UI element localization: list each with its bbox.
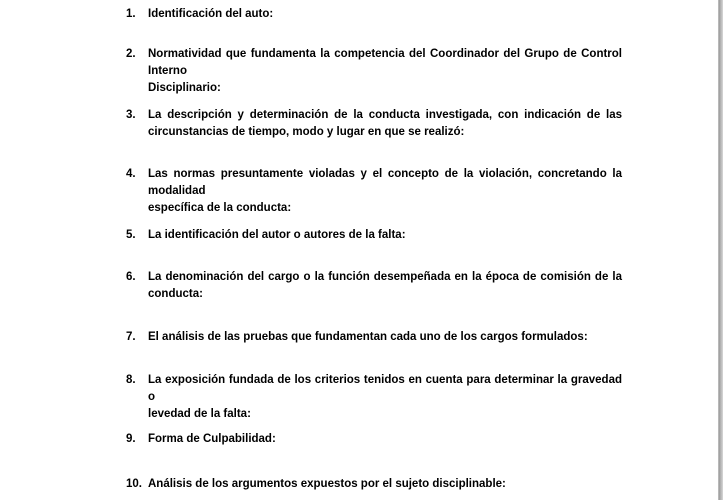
page-edge-shadow bbox=[719, 0, 723, 500]
item-text-line-2: levedad de la falta: bbox=[148, 408, 251, 420]
item-text-line-1: Análisis de los argumentos expuestos por el sujeto disciplinable: bbox=[148, 478, 506, 490]
item-text bbox=[148, 107, 622, 141]
item-text bbox=[148, 431, 622, 448]
item-text-line-1: La exposición fundada de los criterios tenidos en cuenta para determinar la gravedad o bbox=[148, 374, 622, 403]
list-item-10 bbox=[126, 476, 622, 493]
item-text-line-1: Forma de Culpabilidad: bbox=[148, 433, 276, 445]
list-item-7 bbox=[126, 329, 622, 346]
item-number: 7. bbox=[126, 331, 136, 343]
item-text-line-2: circunstancias de tiempo, modo y lugar en que se realizó: bbox=[148, 126, 465, 138]
item-text bbox=[148, 372, 622, 423]
item-number: 3. bbox=[126, 109, 136, 121]
item-number: 9. bbox=[126, 433, 136, 445]
list-item-8 bbox=[126, 372, 622, 423]
item-text bbox=[148, 476, 622, 493]
list-item-3 bbox=[126, 107, 622, 141]
item-text bbox=[148, 46, 622, 97]
item-text-line-1: Identificación del auto: bbox=[148, 8, 274, 20]
item-text bbox=[148, 6, 622, 23]
item-text-line-1: El análisis de las pruebas que fundamentan cada uno de los cargos formulados: bbox=[148, 331, 588, 343]
item-text bbox=[148, 269, 622, 303]
item-text bbox=[148, 166, 622, 217]
item-text-line-1: La descripción y determinación de la conducta investigada, con indicación de las bbox=[148, 109, 622, 121]
item-number: 2. bbox=[126, 48, 136, 60]
item-text-line-1: La denominación del cargo o la función desempeñada en la época de comisión de la bbox=[148, 271, 622, 283]
item-number: 6. bbox=[126, 271, 136, 283]
item-text-line-1: La identificación del autor o autores de la falta: bbox=[148, 229, 406, 241]
item-number: 5. bbox=[126, 229, 136, 241]
list-item-1 bbox=[126, 6, 622, 23]
item-number: 8. bbox=[126, 374, 136, 386]
item-number: 10. bbox=[126, 478, 142, 490]
item-text-line-1: Normatividad que fundamenta la competencia del Coordinador del Grupo de Control Interno bbox=[148, 48, 622, 77]
list-item-4 bbox=[126, 166, 622, 217]
item-text-line-1: Las normas presuntamente violadas y el concepto de la violación, concretando la modalidad bbox=[148, 168, 622, 197]
list-item-6 bbox=[126, 269, 622, 303]
item-text-line-2: Disciplinario: bbox=[148, 82, 221, 94]
item-text bbox=[148, 329, 622, 346]
item-text bbox=[148, 227, 622, 244]
list-item-5 bbox=[126, 227, 622, 244]
item-number: 4. bbox=[126, 168, 136, 180]
list-item-2 bbox=[126, 46, 622, 97]
list-item-9 bbox=[126, 431, 622, 448]
item-number: 1. bbox=[126, 8, 136, 20]
item-text-line-2: conducta: bbox=[148, 288, 203, 300]
item-text-line-2: específica de la conducta: bbox=[148, 202, 292, 214]
